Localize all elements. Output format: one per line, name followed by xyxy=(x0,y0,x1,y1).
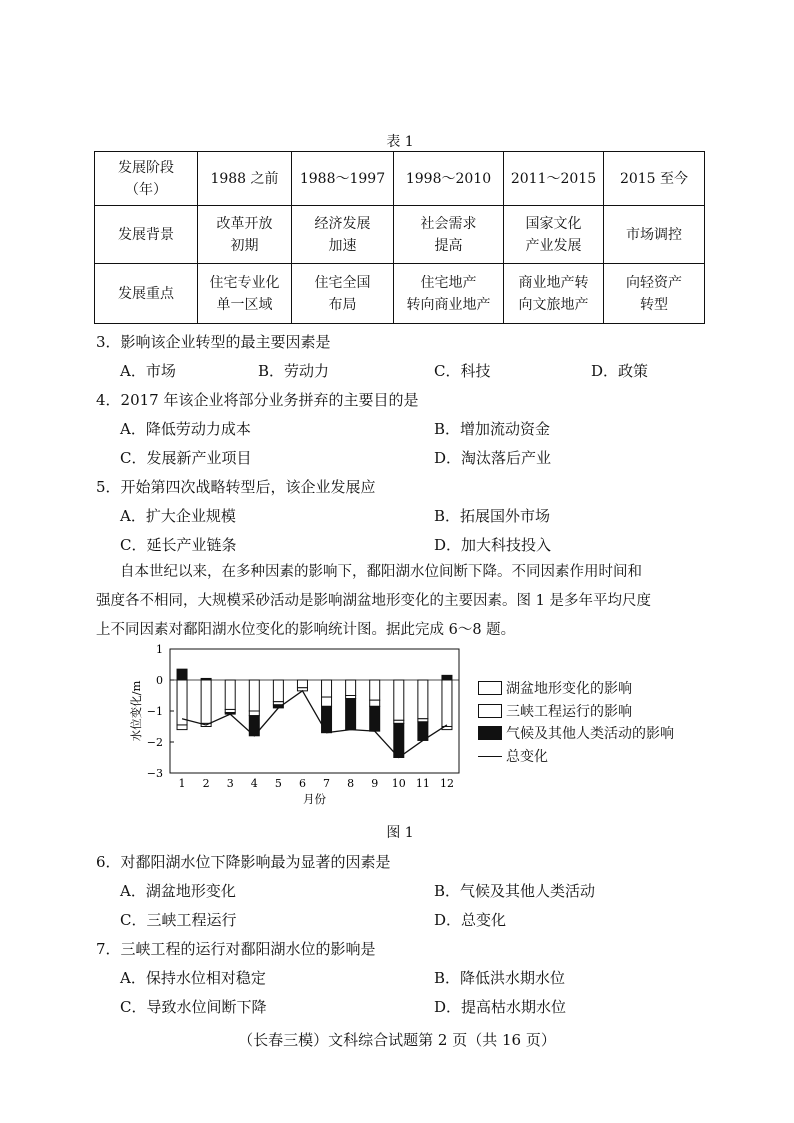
question-5-option-d: D．加大科技投入 xyxy=(434,536,552,554)
water-level-chart xyxy=(118,642,474,812)
x-tick-label: 9 xyxy=(371,777,379,790)
question-5-option-b: B．拓展国外市场 xyxy=(434,507,551,525)
passage-line-1: 自本世纪以来，在多种因素的影响下，鄱阳湖水位间断下降。不同因素作用时间和 xyxy=(120,564,642,580)
x-tick-label: 2 xyxy=(202,777,210,790)
x-tick-label: 6 xyxy=(298,777,306,790)
x-tick-label: 11 xyxy=(415,777,430,790)
question-4-option-c: C．发展新产业项目 xyxy=(120,449,252,467)
question-5-option-a: A．扩大企业规模 xyxy=(120,507,236,525)
table-cell: 改革开放 初期 xyxy=(198,206,292,264)
bar-topography xyxy=(418,680,428,719)
legend-label: 三峡工程运行的影响 xyxy=(506,704,632,720)
legend-item-climate xyxy=(478,723,674,743)
bar-three-gorges xyxy=(249,711,259,716)
legend-item-three-gorges xyxy=(478,701,632,721)
question-6-option-b: B．气候及其他人类活动 xyxy=(434,882,596,900)
legend-item-topography xyxy=(478,678,632,698)
page-footer: （长春三模）文科综合试题第 2 页（共 16 页） xyxy=(238,1031,556,1049)
total-change-line xyxy=(182,691,447,758)
table-cell: 国家文化 产业发展 xyxy=(504,206,604,264)
passage-line-2: 强度各不相同，大规模采砂活动是影响湖盆地形变化的主要因素。图 1 是多年平均尺度 xyxy=(96,593,651,609)
legend-item-total xyxy=(478,746,548,766)
question-4-option-b: B．增加流动资金 xyxy=(434,420,551,438)
row-label-background: 发展背景 xyxy=(95,206,198,264)
legend-swatch-white xyxy=(478,704,502,718)
x-axis-label: 月份 xyxy=(303,792,326,806)
header-stage-label: 发展阶段 （年） xyxy=(118,159,174,198)
bar-three-gorges xyxy=(322,697,332,706)
y-axis-label: 水位变化/m xyxy=(129,680,143,742)
y-tick-label: −2 xyxy=(146,736,163,749)
question-3-option-a: A．市场 xyxy=(120,362,176,380)
bar-climate xyxy=(394,723,404,757)
question-6-option-a: A．湖盆地形变化 xyxy=(120,882,236,900)
legend-label: 气候及其他人类活动的影响 xyxy=(506,726,674,742)
bar-topography xyxy=(394,680,404,720)
bar-topography xyxy=(177,680,187,725)
question-3-option-c: C．科技 xyxy=(434,362,491,380)
bar-three-gorges xyxy=(370,700,380,706)
question-7-option-b: B．降低洪水期水位 xyxy=(434,969,566,987)
question-7-option-c: C．导致水位间断下降 xyxy=(120,998,267,1016)
question-7-option-a: A．保持水位相对稳定 xyxy=(120,969,266,987)
bar-topography xyxy=(322,680,332,697)
question-3-stem: 3．影响该企业转型的最主要因素是 xyxy=(96,333,331,351)
question-3-option-d: D．政策 xyxy=(591,362,649,380)
y-tick-label: −3 xyxy=(146,767,163,780)
legend-swatch-white xyxy=(478,681,502,695)
period-cell: 1988～1997 xyxy=(292,152,394,206)
period-cell: 2015 至今 xyxy=(604,152,705,206)
bar-topography xyxy=(201,680,211,723)
bar-topography xyxy=(273,680,283,702)
table-cell: 商业地产转 向文旅地产 xyxy=(504,264,604,324)
y-tick-label: 1 xyxy=(156,643,163,656)
table-cell: 社会需求 提高 xyxy=(394,206,504,264)
question-5-option-c: C．延长产业链条 xyxy=(120,536,237,554)
x-tick-label: 3 xyxy=(226,777,234,790)
legend-label: 湖盆地形变化的影响 xyxy=(506,681,632,697)
table-caption: 表 1 xyxy=(386,134,414,150)
legend-label: 总变化 xyxy=(506,749,548,765)
bar-topography xyxy=(225,680,235,709)
legend-line-swatch xyxy=(478,756,502,757)
table-cell: 住宅全国 布局 xyxy=(292,264,394,324)
bar-climate xyxy=(370,706,380,731)
table-cell: 市场调控 xyxy=(604,206,705,264)
bar-topography xyxy=(249,680,259,711)
x-tick-label: 1 xyxy=(178,777,186,790)
x-tick-label: 5 xyxy=(274,777,282,790)
legend-swatch-black xyxy=(478,726,502,740)
bar-climate xyxy=(322,706,332,732)
question-6-option-d: D．总变化 xyxy=(434,911,507,929)
bar-topography xyxy=(346,680,356,696)
bar-climate xyxy=(442,675,452,680)
question-3-option-b: B．劳动力 xyxy=(258,362,330,380)
period-cell: 2011～2015 xyxy=(504,152,604,206)
bar-climate xyxy=(177,669,187,680)
x-tick-label: 10 xyxy=(391,777,406,790)
bar-three-gorges xyxy=(177,725,187,730)
passage-line-3: 上不同因素对鄱阳湖水位变化的影响统计图。据此完成 6～8 题。 xyxy=(96,622,516,638)
header-stage-cell xyxy=(95,152,198,206)
x-tick-label: 8 xyxy=(347,777,355,790)
table-cell: 住宅地产 转向商业地产 xyxy=(394,264,504,324)
period-cell: 1988 之前 xyxy=(198,152,292,206)
row-label-focus: 发展重点 xyxy=(95,264,198,324)
question-6-option-c: C．三峡工程运行 xyxy=(120,911,237,929)
question-4-stem: 4．2017 年该企业将部分业务拼弃的主要目的是 xyxy=(96,391,419,409)
x-tick-label: 7 xyxy=(323,777,331,790)
table-cell: 向轻资产 转型 xyxy=(604,264,705,324)
question-6-stem: 6．对鄱阳湖水位下降影响最为显著的因素是 xyxy=(96,853,391,871)
x-tick-label: 4 xyxy=(250,777,258,790)
x-tick-label: 12 xyxy=(439,777,454,790)
question-5-stem: 5．开始第四次战略转型后，该企业发展应 xyxy=(96,478,376,496)
question-4-option-d: D．淘汰落后产业 xyxy=(434,449,552,467)
y-tick-label: −1 xyxy=(146,705,163,718)
bar-topography xyxy=(297,680,307,688)
bar-climate xyxy=(201,678,211,680)
period-cell: 1998～2010 xyxy=(394,152,504,206)
table-cell: 经济发展 加速 xyxy=(292,206,394,264)
y-tick-label: 0 xyxy=(156,674,163,687)
figure-caption: 图 1 xyxy=(386,825,414,841)
bar-topography xyxy=(442,680,452,727)
bar-topography xyxy=(370,680,380,700)
question-4-option-a: A．降低劳动力成本 xyxy=(120,420,251,438)
development-table xyxy=(94,151,705,324)
bar-climate xyxy=(346,699,356,730)
question-7-option-d: D．提高枯水期水位 xyxy=(434,998,567,1016)
table-cell: 住宅专业化 单一区域 xyxy=(198,264,292,324)
question-7-stem: 7．三峡工程的运行对鄱阳湖水位的影响是 xyxy=(96,940,376,958)
